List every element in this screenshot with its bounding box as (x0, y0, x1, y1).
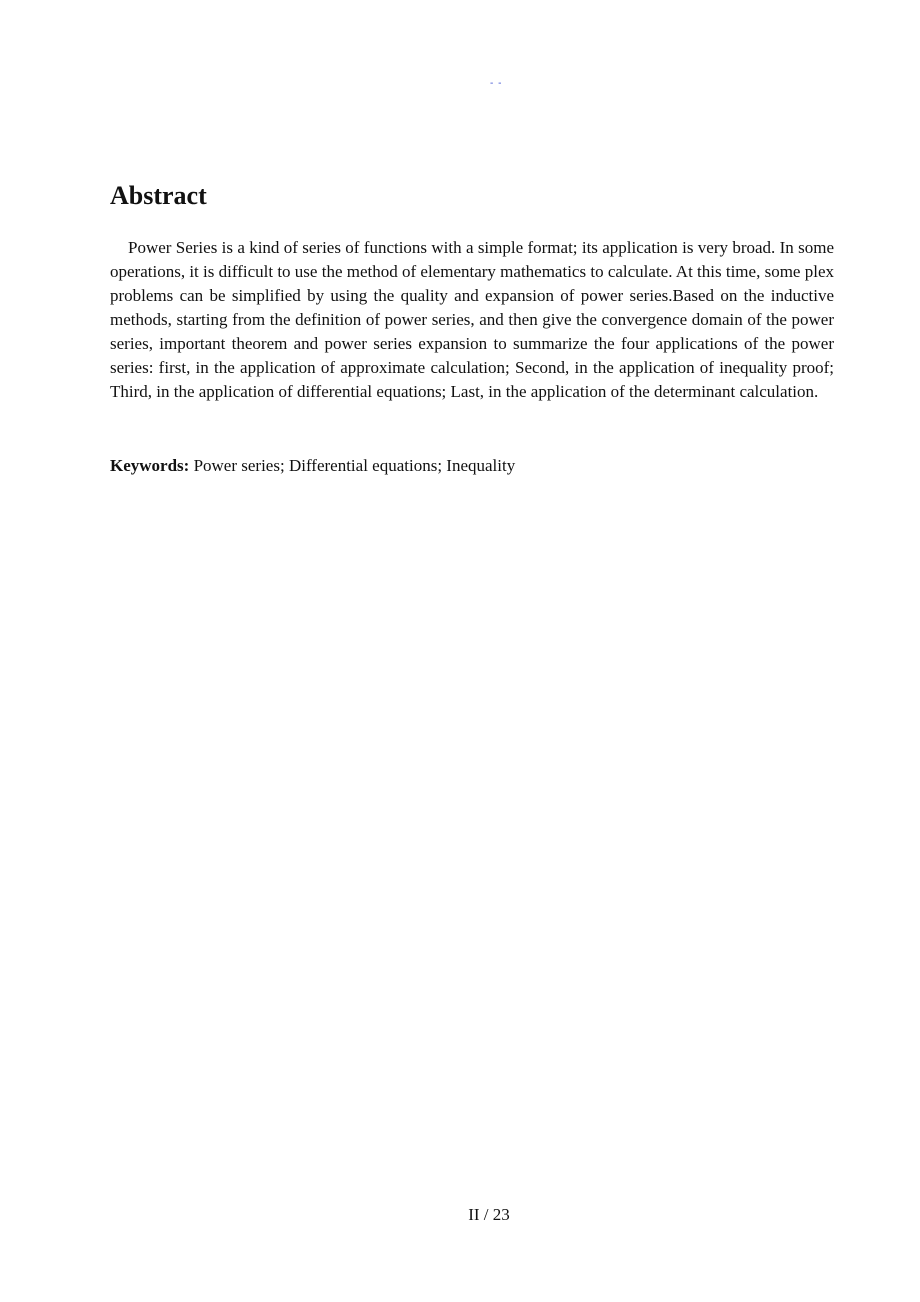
abstract-paragraph: Power Series is a kind of series of functions with a simple format; its application is very broad. In some operations, it is difficult to use the method of elementary mathematics to calculate. At this time, some plex problems can be simplified by using the quality and expansion of power series.Based on the inductive methods, starting from the definition of power series, and then give the convergence domain of the power series, important theorem and power series expansion to summarize the four applications of the power series: first, in the application of approximate calculation; Second, in the application of inequality proof; Third, in the application of differential equations; Last, in the application of the determinant calculation. (110, 238, 834, 401)
keywords-line (110, 454, 834, 478)
keywords-value: Power series; Differential equations; Inequality (193, 456, 516, 475)
page-number: II / 23 (468, 1205, 510, 1224)
abstract-heading: Abstract (110, 181, 207, 210)
header-mark: - - (490, 78, 503, 89)
keywords-label: Keywords: (110, 456, 190, 475)
